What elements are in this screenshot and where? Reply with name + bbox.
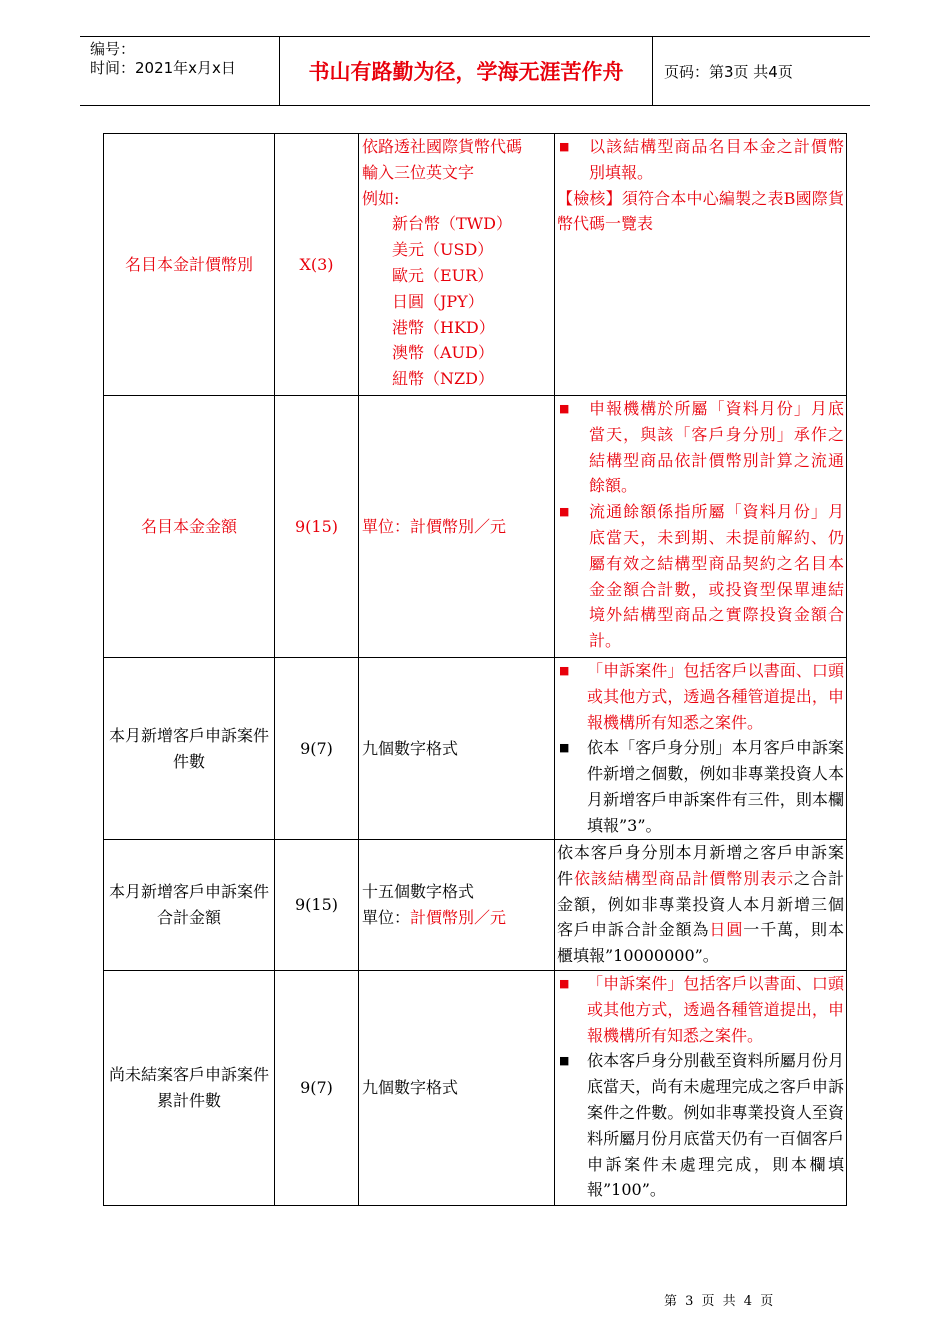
currency-item: 紐幣（NZD）: [392, 369, 494, 389]
page-footer: 第 3 页 共 4 页: [664, 1294, 774, 1309]
square-bullet-icon: ■: [559, 140, 570, 153]
currency-item: 港幣（HKD）: [392, 317, 495, 337]
field-spec: 九個數字格式: [359, 971, 555, 1206]
field-note: [555, 971, 847, 1206]
field-name: 名目本金計價幣別: [104, 134, 275, 396]
field-spec: [359, 840, 555, 971]
field-name: 本月新增客戶申訴案件合計金額: [104, 840, 275, 971]
field-format: X(3): [275, 134, 359, 396]
field-note: [555, 658, 847, 840]
header-page-info: 页码：第3页 共4页: [664, 62, 793, 81]
square-bullet-icon: ■: [559, 402, 570, 415]
field-name: 本月新增客戶申訴案件件數: [104, 658, 275, 840]
field-note: [555, 396, 847, 658]
field-format: 9(7): [275, 658, 359, 840]
square-bullet-icon: ■: [559, 664, 570, 677]
square-bullet-icon: ■: [559, 977, 570, 990]
spec-unit: 單位：計價幣別／元: [362, 908, 507, 927]
field-format: 9(15): [275, 396, 359, 658]
field-spec: [359, 134, 555, 396]
page-header: [80, 36, 870, 106]
note-bullet-item: ■ 「申訴案件」包括客戶以書面、口頭或其他方式，透過各種管道提出，申報機構所有知悉之案件。: [557, 658, 844, 735]
table-row: [104, 396, 847, 658]
field-spec: 單位：計價幣別／元: [359, 396, 555, 658]
currency-item: 日圓（JPY）: [392, 291, 484, 311]
currency-item: 新台幣（TWD）: [392, 214, 512, 234]
currency-item: 澳幣（AUD）: [392, 343, 494, 363]
field-format: 9(7): [275, 971, 359, 1206]
note-bullet-item: ■ 以該結構型商品名目本金之計價幣別填報。: [557, 134, 844, 186]
field-note: [555, 134, 847, 396]
field-format: 9(15): [275, 840, 359, 971]
table-row: [104, 971, 847, 1206]
spec-line: 十五個數字格式: [362, 882, 475, 902]
header-meta: [80, 37, 280, 105]
note-bullet-item: ■ 「申訴案件」包括客戶以書面、口頭或其他方式，透過各種管道提出，申報機構所有知悉之案件。: [557, 971, 844, 1048]
note-check: 【檢核】須符合本中心編製之表B國際貨幣代碼一覽表: [557, 188, 844, 234]
note-bullet-item: ■ 依本客戶身分別截至資料所屬月份月底當天，尚有未處理完成之客戶申訴案件之件數。例如非專業投資人至資料所屬月份月底當天仍有一百個客戶申訴案件未處理完成，則本欄填報”100”。: [557, 1048, 844, 1203]
square-bullet-icon: ■: [559, 1054, 570, 1068]
table-row: [104, 134, 847, 396]
time-label: 时间：2021年x月x日: [90, 59, 236, 77]
table-row: [104, 840, 847, 971]
note-bullet-item: ■ 申報機構於所屬「資料月份」月底當天，與該「客戶身分別」承作之結構型商品依計價幣別計算之流通餘額。: [557, 396, 844, 499]
field-spec: 九個數字格式: [359, 658, 555, 840]
spec-line: 依路透社國際貨幣代碼: [362, 137, 523, 156]
table-row: [104, 658, 847, 840]
square-bullet-icon: ■: [559, 741, 570, 755]
field-name: 尚未結案客戶申訴案件累計件數: [104, 971, 275, 1206]
field-note: 依本客戶身分別本月新增之客戶申訴案件依該結構型商品計價幣別表示之合計金額，例如非專業投資人本月新增三個客戶申訴合計金額為日圓一千萬，則本櫃填報”10000000”。: [555, 840, 847, 971]
currency-item: 歐元（EUR）: [392, 265, 494, 285]
note-bullet-item: ■ 依本「客戶身分別」本月客戶申訴案件新增之個數，例如非專業投資人本月新增客戶申訴案件有三件，則本欄填報”3”。: [557, 735, 844, 838]
field-spec-table: [103, 133, 847, 1206]
note-bullet-item: ■ 流通餘額係指所屬「資料月份」月底當天，未到期、未提前解約、仍屬有效之結構型商品契約之名目本金金額合計數，或投資型保單連結境外結構型商品之實際投資金額合計。: [557, 499, 844, 654]
spec-line: 例如:: [362, 188, 400, 208]
number-label: 编号：: [90, 40, 136, 58]
spec-line: 輸入三位英文字: [362, 162, 475, 182]
square-bullet-icon: ■: [559, 505, 570, 519]
currency-item: 美元（USD）: [392, 240, 494, 260]
field-name: 名目本金金額: [104, 396, 275, 658]
header-motto: 书山有路勤为径，学海无涯苦作舟: [280, 37, 653, 105]
